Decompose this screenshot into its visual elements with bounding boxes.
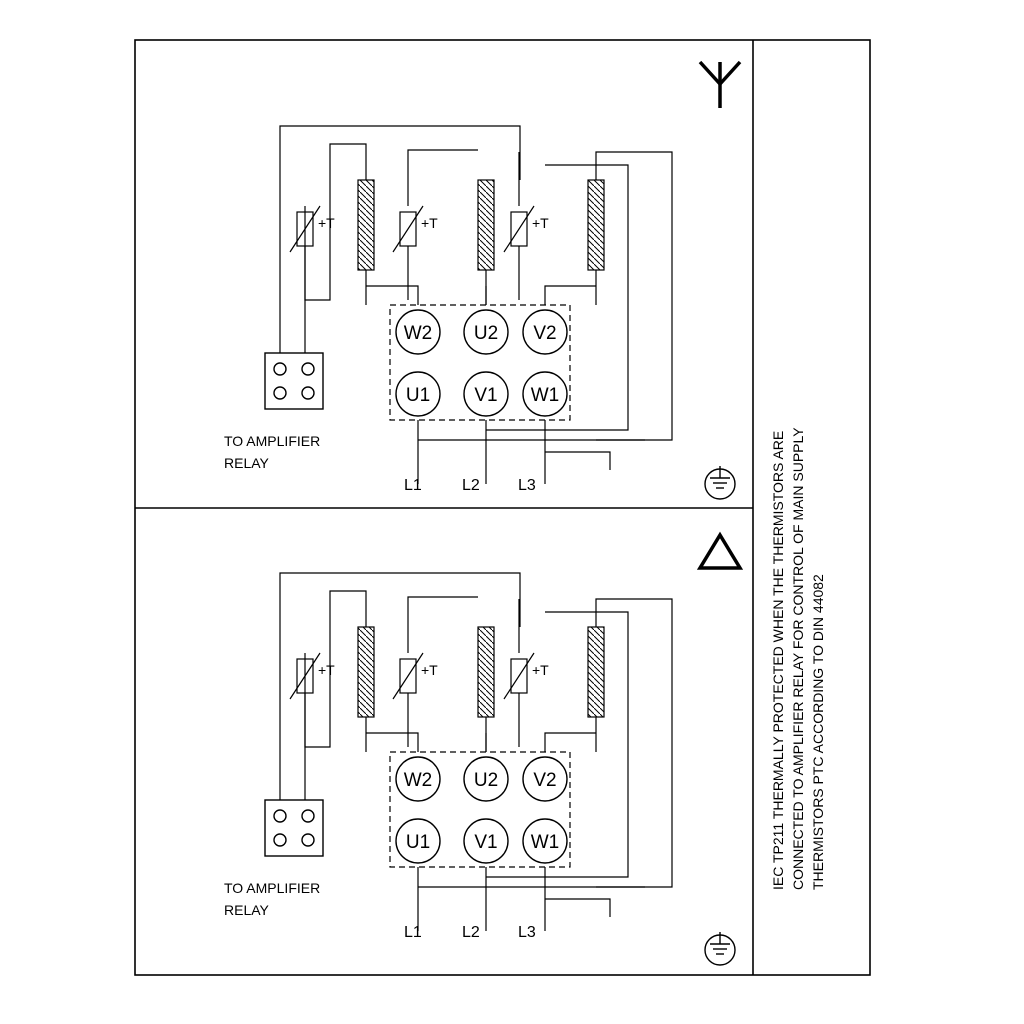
terminal-label-v1: V1 <box>474 832 498 853</box>
amplifier-terminal-block <box>265 800 323 856</box>
terminal-label-w1: W1 <box>530 385 560 406</box>
star-symbol <box>700 62 740 108</box>
thermistor-label-1: +T <box>318 662 335 678</box>
thermistor-3 <box>504 653 534 699</box>
thermistor-label-2: +T <box>421 662 438 678</box>
thermistor-label-1: +T <box>318 215 335 231</box>
motor-windings <box>358 180 604 270</box>
amplifier-terminal-block <box>265 353 323 409</box>
terminal-label-v2: V2 <box>533 323 557 344</box>
phase-label-l1: L1 <box>404 477 422 494</box>
phase-label-l2: L2 <box>462 924 480 941</box>
terminal-label-u1: U1 <box>405 832 431 853</box>
panel-delta <box>224 535 740 965</box>
panel-star <box>224 62 740 499</box>
terminals-bottom <box>396 372 567 416</box>
thermistor-label-2: +T <box>421 215 438 231</box>
terminals-bottom <box>396 819 567 863</box>
motor-windings <box>358 627 604 717</box>
amplifier-note-line1: TO AMPLIFIER <box>224 880 321 896</box>
thermistor-3 <box>504 206 534 252</box>
terminal-label-w2: W2 <box>403 323 433 344</box>
thermistor-label-3: +T <box>532 215 549 231</box>
amplifier-note-line2: RELAY <box>224 902 269 918</box>
terminal-label-v1: V1 <box>474 385 498 406</box>
amplifier-note-line1: TO AMPLIFIER <box>224 433 321 449</box>
terminal-label-v2: V2 <box>533 770 557 791</box>
side-note-line3: THERMISTORS PTC ACCORDING TO DIN 44082 <box>810 574 826 890</box>
thermistor-2 <box>393 206 423 252</box>
terminals-top <box>396 757 567 801</box>
phase-label-l1: L1 <box>404 924 422 941</box>
terminal-label-u1: U1 <box>405 385 431 406</box>
thermistor-label-3: +T <box>532 662 549 678</box>
terminal-label-u2: U2 <box>473 770 499 791</box>
amplifier-note-line2: RELAY <box>224 455 269 471</box>
side-note-line2: CONNECTED TO AMPLIFIER RELAY FOR CONTROL OF MAIN SUPPLY <box>790 427 806 890</box>
terminal-label-u2: U2 <box>473 323 499 344</box>
delta-symbol <box>700 535 740 568</box>
thermistor-2 <box>393 653 423 699</box>
phase-label-l3: L3 <box>518 477 536 494</box>
phase-label-l3: L3 <box>518 924 536 941</box>
terminals-top <box>396 310 567 354</box>
side-note <box>770 427 826 890</box>
earth-symbol <box>705 932 735 965</box>
terminal-label-w2: W2 <box>403 770 433 791</box>
earth-symbol <box>705 466 735 499</box>
side-note-line1: IEC TP211 THERMALLY PROTECTED WHEN THE THERMISTORS ARE <box>770 430 786 890</box>
phase-label-l2: L2 <box>462 477 480 494</box>
terminal-label-w1: W1 <box>530 832 560 853</box>
